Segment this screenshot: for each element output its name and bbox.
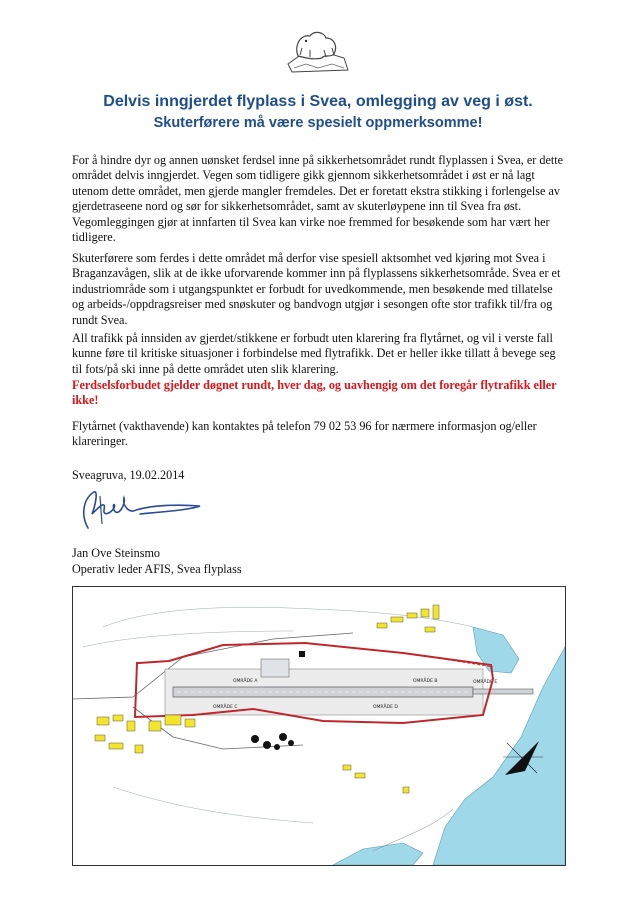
polar-bear-logo-icon <box>284 24 350 74</box>
contour-line <box>103 607 473 627</box>
area-label: OMRÅDE B <box>413 679 438 684</box>
water-area-bay <box>473 627 519 673</box>
contour-line <box>113 787 313 823</box>
tower <box>299 651 305 657</box>
handwritten-signature-icon <box>70 484 220 534</box>
area-label: OMRÅDE D <box>373 705 398 710</box>
place-date: Sveagruva, 19.02.2014 <box>72 468 185 482</box>
signer-title: Operativ leder AFIS, Svea flyplass <box>72 562 242 576</box>
water-area-south <box>333 843 423 865</box>
area-label: OMRÅDE C <box>213 705 238 710</box>
warning-text: Ferdselsforbudet gjelder døgnet rundt, hver dag, og uavhengig om det foregår flytrafikk eller ikke! <box>72 378 557 408</box>
paragraph-snowmobile-drivers: Skuterførere som ferdes i dette området må derfor vise spesiell aktsomhet ved kjøring mot Svea i Braganzavågen, slik at de ikke uforvarende kommer inn på flyplassens sikkerhetsområde. Svea er et industriområde som i utgangspunktet er forbudt for uvedkommende, men besøkende med tillatelse og arbeids-/oppdragsreiser med snøskuter og bandvogn utgjør i sesongen ofte stor trafikk til/fra og rundt Svea. <box>72 251 561 327</box>
runway <box>173 687 473 697</box>
paragraph-fence-info: For å hindre dyr og annen uønsket ferdsel inne på sikkerhetsområdet rundt flyplassen i Svea, er dette området delvis inngjerdet. Vegen som tidligere gikk gjennom sikkerhetsområdet i øst er nå lagt utenom dette området, men gjerde mangler fremdeles. Det er foretatt ekstra stikking i forlengelse av gjerdetraseene nord og sør for sikkerhetsområdet, samt av skuterløypene inn til Svea fra øst. Vegomleggingen gjør at innfarten til Svea kan virke noe fremmed for besøkende som har vært her tidligere. <box>72 153 564 245</box>
area-label: OMRÅDE A <box>233 679 258 684</box>
runway-extension <box>473 689 533 694</box>
signer-name: Jan Ove Steinsmo <box>72 546 161 560</box>
airport-map <box>72 586 566 866</box>
airport-map-drawing <box>73 587 565 865</box>
paragraph-traffic-restriction: All trafikk på innsiden av gjerdet/stikkene er forbudt uten klarering fra flytårnet, og vil i verste fall kunne føre til kritiske situasjoner i forbindelse med flytrafikk. Det er heller ikke tillatt å bevege seg til fots/på ski inne på dette området uten slik klarering. <box>72 331 556 376</box>
paragraph-contact: Flytårnet (vakthavende) kan kontaktes på telefon 79 02 53 96 for nærmere informasjon og/eller klareringer. <box>72 419 537 449</box>
page-title: Delvis inngjerdet flyplass i Svea, omlegging av veg i øst. <box>103 93 533 110</box>
page-subtitle: Skuterførere må være spesielt oppmerksomme! <box>153 115 483 131</box>
area-label: OMRÅDE E <box>473 680 498 685</box>
apron <box>261 659 289 677</box>
